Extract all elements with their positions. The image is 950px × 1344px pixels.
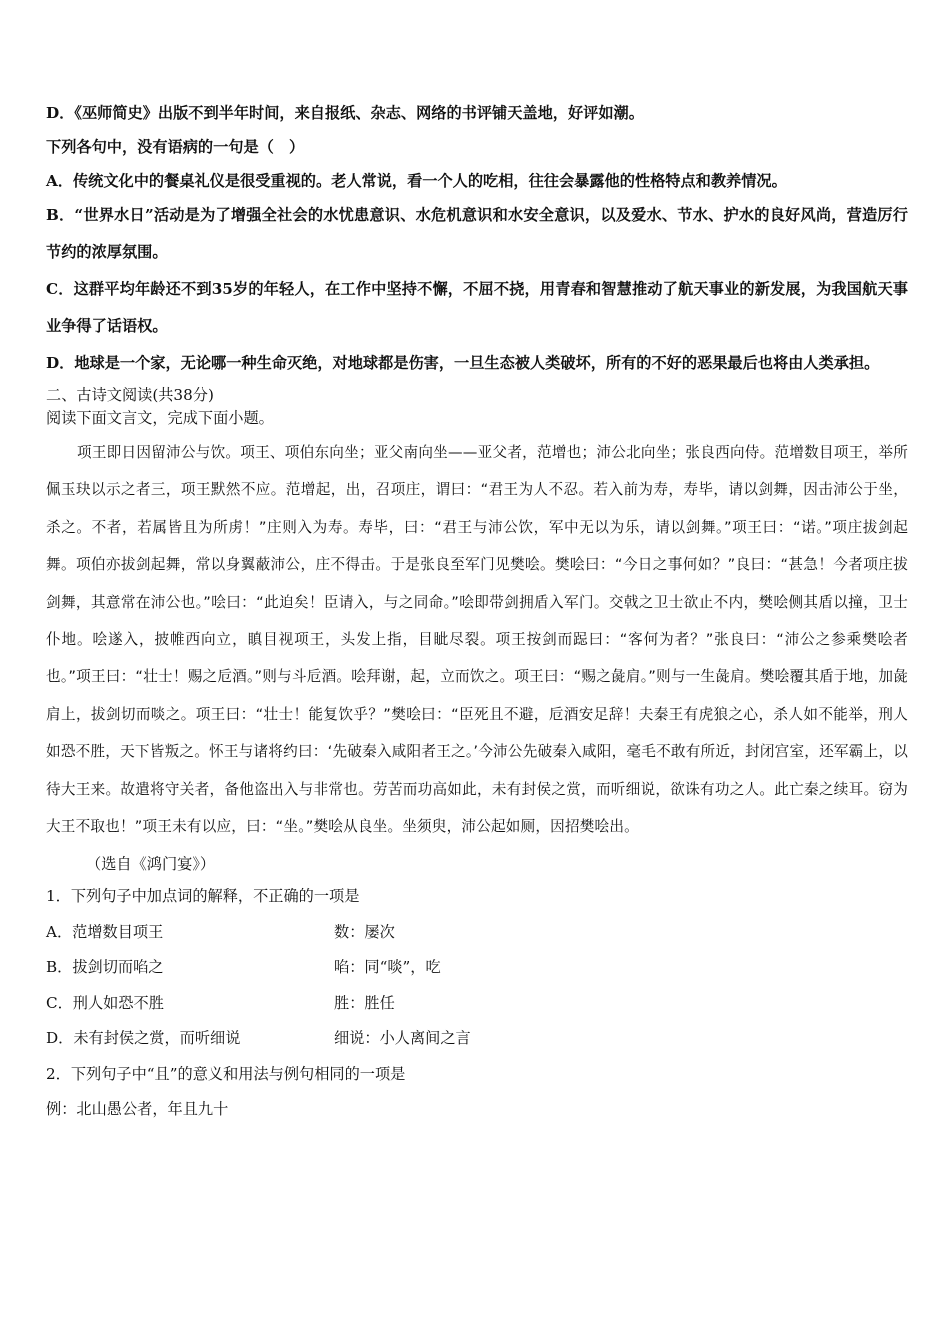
grammar-question-stem: 下列各句中，没有语病的一句是（ ） (46, 138, 305, 156)
grammar-option-d: D．地球是一个家，无论哪一种生命灭绝，对地球都是伤害，一旦生态被人类破坏，所有的不好的恶果最后也将由人类承担。 (46, 354, 880, 372)
grammar-option-b: B．“世界水日”活动是为了增强全社会的水忧患意识、水危机意识和水安全意识，以及爱水、节水、护水的良好风尚，营造厉行节约的浓厚氛围。 (46, 206, 908, 261)
prev-option-d: D．《巫师简史》出版不到半年时间，来自报纸、杂志、网络的书评铺天盖地，好评如潮。 (46, 104, 644, 122)
grammar-option-c: C．这群平均年龄还不到35岁的年轻人，在工作中坚持不懈，不屈不挠，用青春和智慧推动了航天事业的新发展，为我国航天事业争得了话语权。 (46, 280, 908, 335)
q1-option-b-sentence: B．拔剑切而啗之 (46, 958, 164, 977)
q1-option-b (46, 950, 908, 986)
q1-option-d-sentence: D．未有封侯之赏，而听细说 (46, 1029, 241, 1048)
q1-option-c-explanation: 胜：胜任 (334, 993, 395, 1012)
q1-option-a (46, 915, 908, 951)
q1-option-c (46, 986, 908, 1022)
q1-option-d-explanation: 细说：小人离间之言 (334, 1029, 471, 1048)
q2-stem: 2．下列句子中“且”的意义和用法与例句相同的一项是 (46, 1064, 406, 1083)
q1-option-d (46, 1021, 908, 1057)
q1-option-c-sentence: C．刑人如恐不胜 (46, 993, 164, 1012)
section-heading: 二、古诗文阅读(共38分) (46, 386, 214, 404)
grammar-option-a: A．传统文化中的餐桌礼仪是很受重视的。老人常说，看一个人的吃相，往往会暴露他的性格特点和教养情况。 (46, 172, 787, 190)
q1-option-a-explanation: 数：屡次 (334, 922, 395, 941)
q1-option-a-sentence: A．范增数目项王 (46, 922, 164, 941)
classical-passage: 项王即日因留沛公与饮。项王、项伯东向坐；亚父南向坐——亚父者，范增也；沛公北向坐；张良西向侍。范增数目项王，举所佩玉玦以示之者三，项王默然不应。范增起，出，召项庄，谓曰：“君王为人不忍。若入前为寿，寿毕，请以剑舞，因击沛公于坐，杀之。不者，若属皆且为所虏！”庄则入为寿。寿毕，曰：“君王与沛公饮，军中无以为乐，请以剑舞。”项王曰：“诺。”项庄拔剑起舞。项伯亦拔剑起舞，常以身翼蔽沛公，庄不得击。于是张良至军门见樊哙。樊哙曰：“今日之事何如？”良曰：“甚急！今者项庄拔剑舞，其意常在沛公也。”哙曰：“此迫矣！臣请入，与之同命。”哙即带剑拥盾入军门。交戟之卫士欲止不内，樊哙侧其盾以撞，卫士仆地。哙遂入，披帷西向立，瞋目视项王，头发上指，目眦尽裂。项王按剑而跽曰：“客何为者？”张良曰：“沛公之参乘樊哙者也。”项王曰：“壮士！赐之卮酒。”则与斗卮酒。哙拜谢，起，立而饮之。项王曰：“赐之彘肩。”则与一生彘肩。樊哙覆其盾于地，加彘肩上，拔剑切而啖之。项王曰：“壮士！能复饮乎？”樊哙曰：“臣死且不避，卮酒安足辞！夫秦王有虎狼之心，杀人如不能举，刑人如恐不胜，天下皆叛之。怀王与诸将约曰：‘先破秦入咸阳者王之。’今沛公先破秦入咸阳，毫毛不敢有所近，封闭宫室，还军霸上，以待大王来。故遣将守关者，备他盗出入与非常也。劳苦而功高如此，未有封侯之赏，而听细说，欲诛有功之人。此亡秦之续耳。窃为大王不取也！”项王未有以应，曰：“坐。”樊哙从良坐。坐须臾，沛公起如厕，因招樊哙出。 (46, 444, 908, 836)
q1-stem: 1．下列句子中加点词的解释，不正确的一项是 (46, 887, 360, 906)
q1-option-b-explanation: 啗：同“啖”，吃 (334, 958, 441, 977)
document-page (46, 96, 908, 1128)
q2-example: 例：北山愚公者，年且九十 (46, 1100, 229, 1119)
passage-source: （选自《鸿门宴》） (86, 855, 216, 874)
section-instruction: 阅读下面文言文，完成下面小题。 (46, 409, 274, 427)
